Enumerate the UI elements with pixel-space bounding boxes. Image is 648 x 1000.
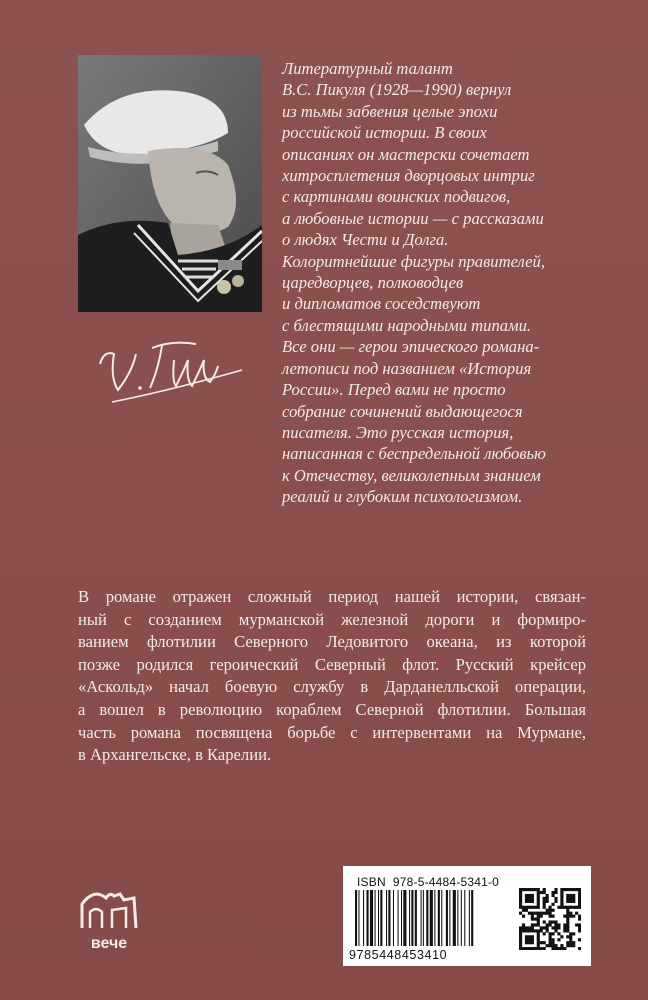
bio-line: летописи под названием «История <box>282 358 532 378</box>
isbn-line <box>357 875 499 889</box>
bio-line: к Отечеству, великолепным знанием <box>282 465 541 485</box>
bio-line: а любовные истории — с рассказами <box>282 208 544 228</box>
isbn-label: ISBN <box>357 875 386 889</box>
bio-line: писателя. Это русская история, <box>282 422 514 442</box>
author-signature <box>92 330 252 410</box>
bio-line: из тьмы забвения целые эпохи <box>282 101 498 121</box>
bio-line: Все они — герои эпического романа- <box>282 337 540 357</box>
summary-line: а вошел в революцию кораблем Северной флотилии. Большая <box>78 699 586 719</box>
summary-line: ный с созданием мурманской железной дороги и формиро- <box>78 609 586 629</box>
summary-line: «Аскольд» начал боевую службу в Дарданелльской операции, <box>78 677 586 697</box>
summary-line: ванием флотилии Северного Ледовитого океана, из которой <box>78 632 586 652</box>
barcode-digits: 9785448453410 <box>349 948 448 962</box>
summary-line: В романе отражен сложный период нашей истории, связан- <box>78 587 586 606</box>
isbn-number: 978-5-4484-5341-0 <box>392 875 500 889</box>
bio-line: с блестящими народными типами. <box>282 315 532 335</box>
author-photo <box>78 55 262 312</box>
qr-code <box>519 888 581 950</box>
bio-line: Литературный талант <box>282 59 453 78</box>
bio-line: царедворцев, полководцев <box>282 273 464 293</box>
summary-line: часть романа посвящена борьбе с интервентами на Мурмане, <box>78 722 586 742</box>
bio-line: В.С. Пикуля (1928—1990) вернул <box>282 80 512 100</box>
bio-line: хитросплетения дворцовых интриг <box>282 166 535 186</box>
bio-line: и дипломатов соседствуют <box>282 294 481 314</box>
bio-line: Колоритнейшие фигуры правителей, <box>282 251 545 271</box>
bio-line: России». Перед вами не просто <box>282 380 506 400</box>
bio-line: написанная с беспредельной любовью <box>282 444 546 464</box>
summary-line: в Архангельске, в Карелии. <box>78 745 272 765</box>
bio-line: реалий и глубоким психологизмом. <box>282 487 523 507</box>
book-summary <box>78 586 586 767</box>
bio-line: собрание сочинений выдающегося <box>282 401 523 421</box>
author-bio <box>282 58 582 508</box>
bio-line: о людях Чести и Долга. <box>282 230 449 250</box>
barcode <box>353 890 513 948</box>
bio-line: российской истории. В своих <box>282 123 487 143</box>
bio-line: с картинами воинских подвигов, <box>282 187 511 207</box>
summary-line: позже родился героический Северный флот. Русский крейсер <box>78 654 586 674</box>
publisher-name: вече <box>90 935 128 952</box>
isbn-label-box <box>343 866 591 966</box>
bio-line: описаниях он мастерски сочетает <box>282 144 530 164</box>
publisher-logo <box>76 884 142 954</box>
